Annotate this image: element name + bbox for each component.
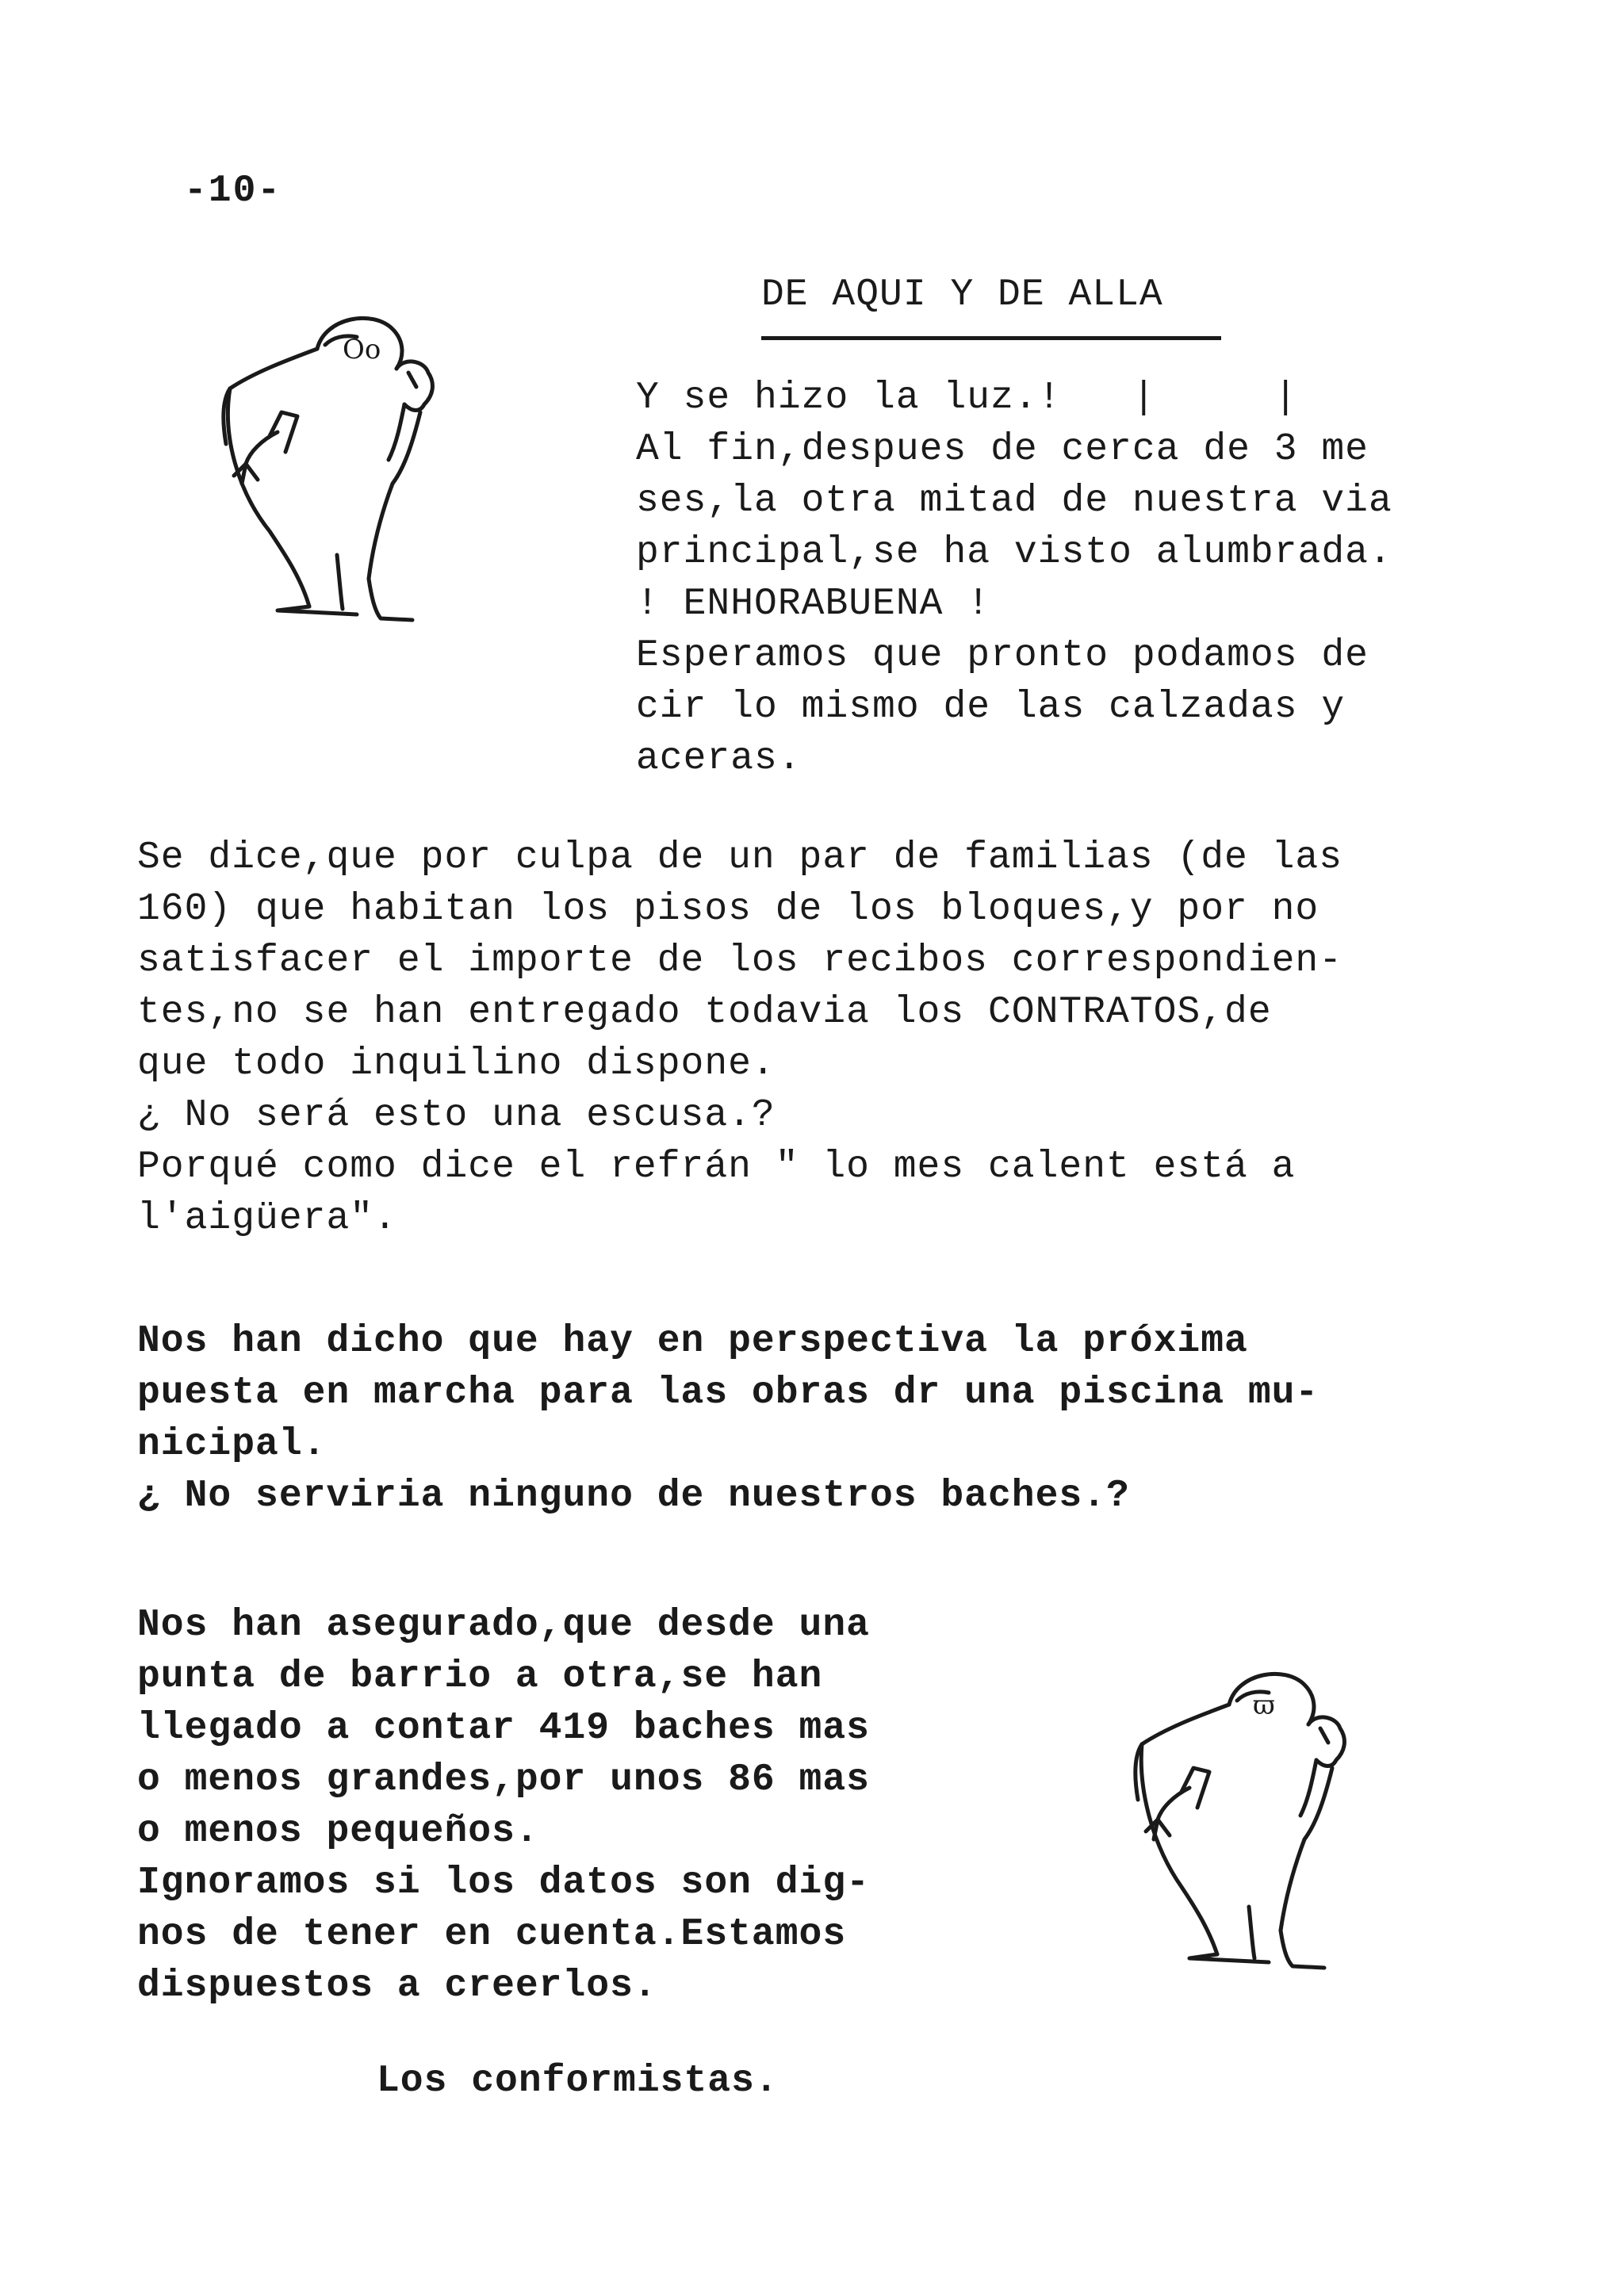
text-line: o menos grandes,por unos 86 mas [137, 1758, 870, 1801]
text-line: Se dice,que por culpa de un par de familias (de las [137, 836, 1343, 879]
text-line: nicipal. [137, 1423, 327, 1466]
text-line: llegado a contar 419 baches mas [137, 1707, 870, 1750]
cartoon-figure-waving-icon [1094, 1649, 1427, 1998]
pool-paragraph [137, 1316, 1319, 1522]
text-line: Nos han dicho que hay en perspectiva la próxima [137, 1320, 1248, 1363]
title-underline [761, 336, 1221, 340]
text-line: que todo inquilino dispone. [137, 1043, 776, 1085]
svg-text:ϖ: ϖ [1253, 1689, 1275, 1721]
section-title: DE AQUI Y DE ALLA [761, 274, 1163, 316]
text-line: puesta en marcha para las obras dr una piscina mu- [137, 1372, 1320, 1414]
text-line: ¿ No serviria ninguno de nuestros baches.? [137, 1475, 1130, 1517]
text-line: Porqué como dice el refrán " lo mes calent está a [137, 1146, 1296, 1188]
text-line: ses,la otra mitad de nuestra via [636, 480, 1392, 522]
text-line: ¿ No será esto una escusa.? [137, 1094, 776, 1137]
text-line: Nos han asegurado,que desde una [137, 1604, 870, 1647]
text-line: tes,no se han entregado todavia los CONTRATOS,de [137, 991, 1272, 1034]
text-line: Esperamos que pronto podamos de [636, 634, 1369, 677]
text-line: l'aigüera". [137, 1197, 397, 1240]
text-line: ! ENHORABUENA ! [636, 583, 991, 626]
text-line: Ignoramos si los datos son dig- [137, 1862, 870, 1904]
text-line: satisfacer el importe de los recibos correspondien- [137, 939, 1343, 982]
potholes-paragraph [137, 1600, 870, 2012]
signature: Los conformistas. [377, 2060, 779, 2103]
text-line: 160) que habitan los pisos de los bloques,y por no [137, 888, 1320, 931]
text-line: aceras. [636, 737, 802, 780]
text-line: punta de barrio a otra,se han [137, 1655, 823, 1698]
text-line: principal,se ha visto alumbrada. [636, 531, 1392, 574]
text-line: o menos pequeños. [137, 1810, 539, 1853]
text-line: nos de tener en cuenta.Estamos [137, 1913, 847, 1956]
cartoon-figure-waving-icon [167, 293, 500, 650]
intro-paragraph [636, 373, 1392, 785]
page-number: -10- [184, 170, 282, 212]
text-line: cir lo mismo de las calzadas y [636, 686, 1346, 729]
contracts-paragraph [137, 832, 1342, 1245]
text-line: dispuestos a creerlos. [137, 1965, 657, 2007]
text-line: Al fin,despues de cerca de 3 me [636, 428, 1369, 471]
text-line: Y se hizo la luz.! | | [636, 377, 1298, 419]
svg-text:Oo: Oo [343, 334, 381, 365]
